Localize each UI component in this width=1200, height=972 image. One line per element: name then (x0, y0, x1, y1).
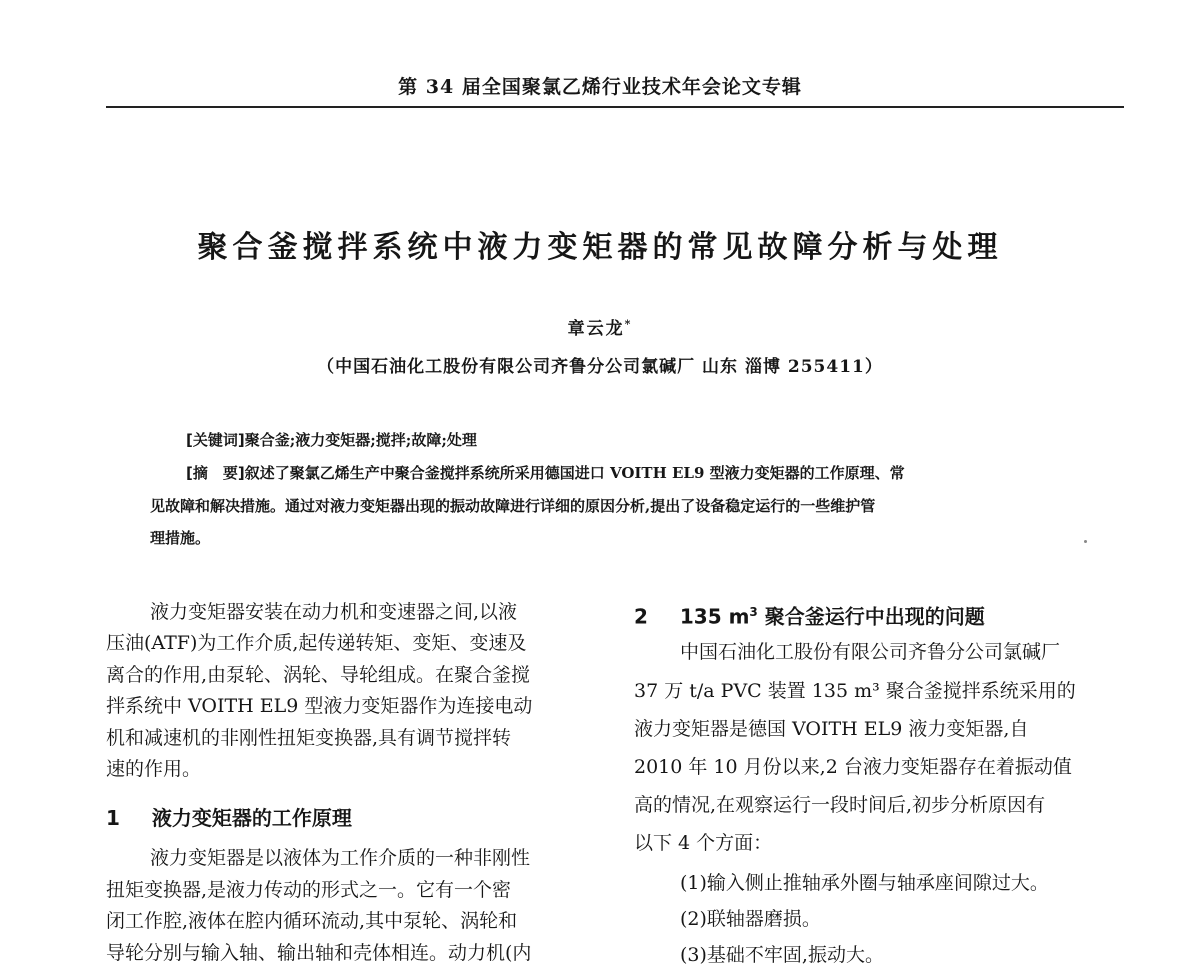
abstract-line-1: [摘 要]叙述了聚氯乙烯生产中聚合釜搅拌系统所采用德国进口 VOITH EL9 型液力变矩器的工作原理、常 (186, 464, 905, 482)
section-1-number: 1 (106, 806, 120, 830)
abstract-line-3: 理措施。 (150, 529, 211, 547)
intro-line: 压油(ATF)为工作介质,起传递转矩、变矩、变速及 (106, 632, 527, 654)
section-1-title: 液力变矩器的工作原理 (151, 806, 352, 830)
keywords (186, 429, 477, 450)
section-2-title-num: 135 m (679, 604, 750, 629)
keywords-label: [关键词] (186, 431, 245, 449)
author-mark: * (624, 317, 633, 331)
body-line: 闭工作腔,液体在腔内循环流动,其中泵轮、涡轮和 (106, 910, 518, 932)
affiliation: （中国石油化工股份有限公司齐鲁分公司氯碱厂 山东 淄博 255411） (317, 357, 883, 377)
intro-line: 离合的作用,由泵轮、涡轮、导轮组成。在聚合釜搅 (106, 664, 531, 686)
section-2-number: 2 (634, 604, 648, 629)
author (0, 314, 1200, 339)
running-header: 第 34 届全国聚氯乙烯行业技术年会论文专辑 (398, 76, 802, 98)
list-item: (3)基础不牢固,振动大。 (680, 944, 884, 966)
intro-line: 拌系统中 VOITH EL9 型液力变矩器作为连接电动 (106, 695, 533, 717)
body-line: 导轮分别与输入轴、输出轴和壳体相连。动力机(内 (106, 942, 532, 964)
body-line: 2010 年 10 月份以来,2 台液力变矩器存在着振动值 (634, 756, 1072, 778)
body-line: 以下 4 个方面： (634, 832, 773, 854)
body-line: 高的情况,在观察运行一段时间后,初步分析原因有 (634, 794, 1046, 816)
section-2-title: 聚合釜运行中出现的问题 (757, 604, 985, 629)
intro-line: 机和减速机的非刚性扭矩变换器,具有调节搅拌转 (106, 727, 512, 749)
list-item: (2)联轴器磨损。 (680, 908, 821, 930)
section-1-heading (106, 803, 352, 835)
list-item: (1)输入侧止推轴承外圈与轴承座间隙过大。 (680, 872, 1049, 894)
keywords-text: 聚合釜;液力变矩器;搅拌;故障;处理 (244, 431, 477, 449)
body-line: 液力变矩器是以液体为工作介质的一种非刚性 (150, 847, 531, 869)
header-rule (106, 106, 1124, 108)
intro-line: 液力变矩器安装在动力机和变速器之间,以液 (150, 601, 518, 623)
body-line: 37 万 t/a PVC 装置 135 m³ 聚合釜搅拌系统采用的 (634, 680, 1076, 702)
abstract-line-2: 见故障和解决措施。通过对液力变矩器出现的振动故障进行详细的原因分析,提出了设备稳定运行的一些维护管 (150, 497, 876, 515)
section-2-title-sup: 3 (749, 605, 758, 619)
section-2-heading (634, 597, 985, 633)
paper-title: 聚合釜搅拌系统中液力变矩器的常见故障分析与处理 (197, 230, 1003, 265)
abstract-label: [摘 要] (186, 464, 245, 482)
intro-line: 速的作用。 (106, 758, 202, 780)
author-name: 章云龙 (567, 319, 625, 339)
body-line: 扭矩变换器,是液力传动的形式之一。它有一个密 (106, 879, 512, 901)
body-line: 中国石油化工股份有限公司齐鲁分公司氯碱厂 (680, 641, 1061, 663)
body-line: 液力变矩器是德国 VOITH EL9 液力变矩器,自 (634, 718, 1029, 740)
scan-speck (1084, 540, 1087, 543)
